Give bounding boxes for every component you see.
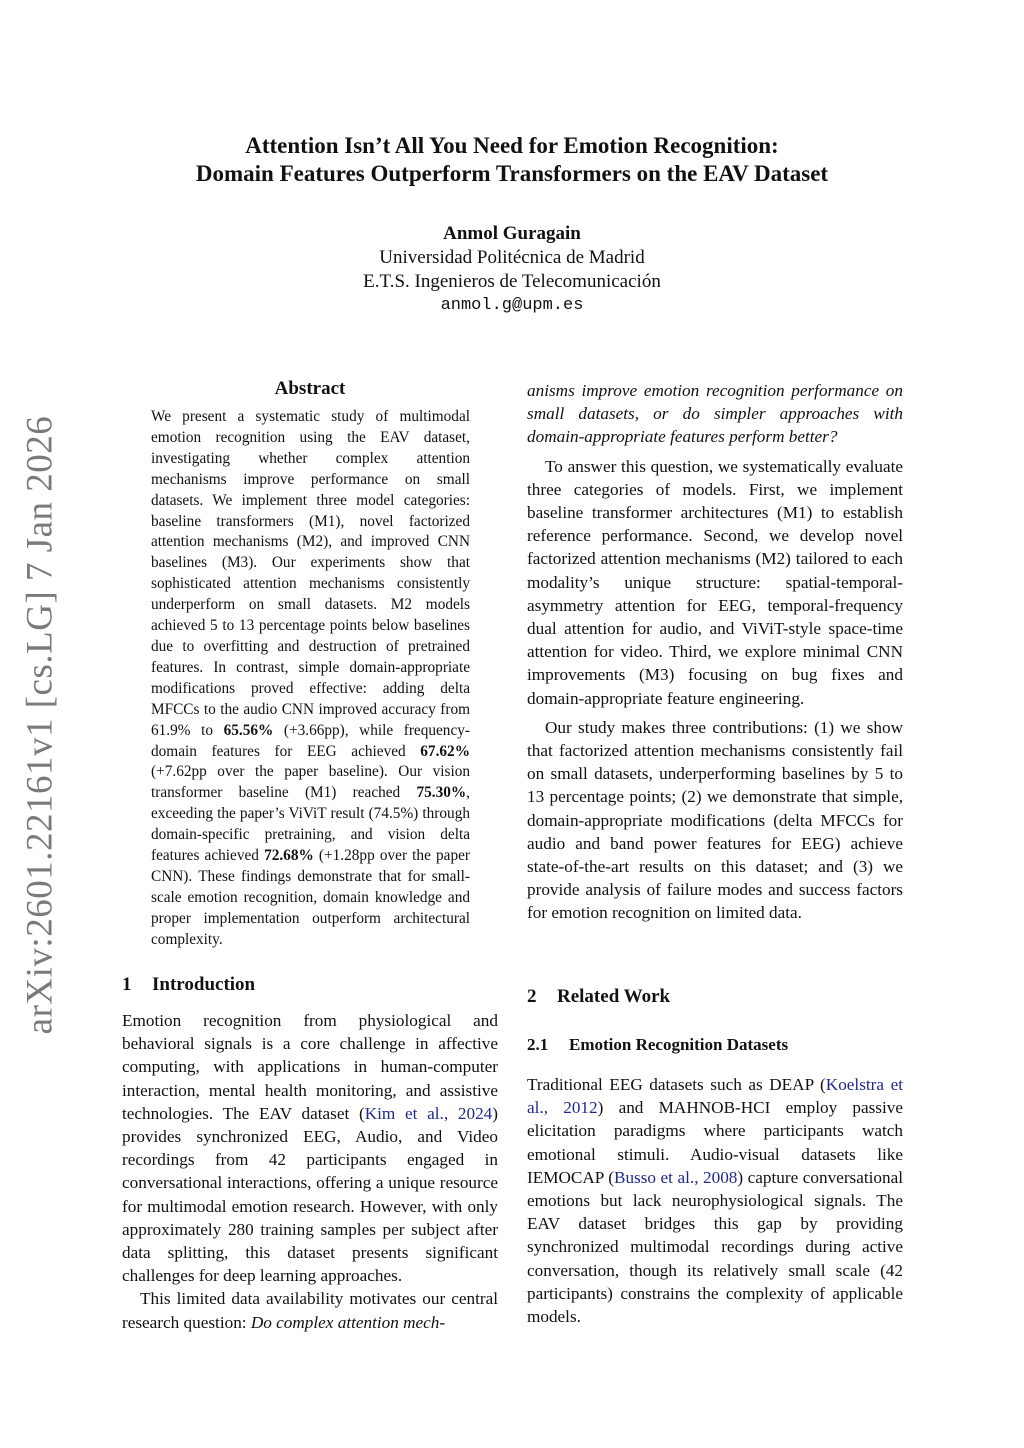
related-work-number: 2	[527, 986, 537, 1007]
citation-busso-2008[interactable]: Busso et al., 2008	[613, 1167, 738, 1187]
intro-paragraph-1	[122, 1009, 498, 1287]
intro-paragraph-3: To answer this question, we systematically evaluate three categories of models. First, we implement baseline transformer architectures (M1) to establish reference performance. Second, we develop novel factorized attention mechanisms (M2) tailored to each modality’s unique structure: spatial-temporal-asymmetry attention for EEG, temporal-frequency dual attention for audio, and ViViT-style space-time attention for video. Third, we explore minimal CNN improvements (M3) focusing on bug fixes and domain-appropriate feature engineering.	[527, 456, 903, 708]
title-line-1: Attention Isn’t All You Need for Emotion Recognition:	[245, 133, 779, 158]
abstract-text-3: (+7.62pp over the paper baseline). Our vision transformer baseline (M1) reached	[151, 763, 470, 802]
author-email[interactable]: anmol.g@upm.es	[440, 296, 584, 315]
arxiv-identifier-text: arXiv:2601.22161v1 [cs.LG] 7 Jan 2026	[19, 415, 61, 1035]
affiliation-university: Universidad Politécnica de Madrid	[379, 247, 645, 268]
introduction-section	[122, 974, 498, 1334]
abstract-text-5: (+1.28pp over the paper CNN). These findings demonstrate that for small-scale emotion recognition, domain knowledge and proper implementation outperform architectural complexity.	[151, 847, 470, 948]
abstract-text-1: We present a systematic study of multimodal emotion recognition using the EAV dataset, investigating whether complex attention mechanisms improve performance on small datasets. We implement three model categories: baseline transformers (M1), novel factorized attention mechanisms (M2), and improved CNN baselines (M3). Our experiments show that sophisticated attention mechanisms consistently underperform on small datasets. M2 models achieved 5 to 13 percentage points below baselines due to overfitting and destruction of pretrained features. In contrast, simple domain-appropriate modifications proved effective: adding delta MFCCs to the audio CNN improved accuracy from 61.9% to	[151, 408, 470, 739]
related-work-title: Related Work	[557, 986, 671, 1007]
abstract-body	[151, 407, 470, 951]
abstract-result-vision-delta: 72.68%	[264, 847, 314, 865]
datasets-paragraph	[527, 1073, 903, 1328]
datasets-text-b: ) and MAHNOB-HCI employ passive elicitation paradigms where participants watch emotional stimuli. Audio-visual datasets like IEMOCAP (	[527, 1098, 903, 1187]
datasets-subheading-title: Emotion Recognition Datasets	[569, 1035, 789, 1054]
datasets-text-c: ) capture conversational emotions but lack neurophysiological signals. The EAV dataset bridges this gap by providing synchronized multimodal recordings during active conversation, though its relatively small scale (42 participants) constrains the complexity of applicable models.	[527, 1167, 903, 1327]
intro-p1-text-b: ) provides synchronized EEG, Audio, and Video recordings from 42 participants engaged in conversational interactions, offering a unique resource for multimodal emotion research. However, with only approximately 280 training samples per subject after data splitting, this dataset presents significant challenges for deep learning approaches.	[122, 1103, 498, 1286]
citation-kim-2024[interactable]: Kim et al., 2024	[364, 1103, 493, 1123]
intro-number: 1	[122, 974, 132, 995]
research-question-text: anisms improve emotion recognition performance on small datasets, or do simpler approaches with domain-appropriate features perform better?	[527, 381, 903, 447]
related-work-section	[527, 986, 903, 1328]
affiliation-school: E.T.S. Ingenieros de Telecomunicación	[363, 271, 661, 292]
datasets-text-a: Traditional EEG datasets such as DEAP (	[527, 1075, 826, 1094]
research-question-start: Do complex attention mech-	[250, 1312, 446, 1332]
abstract-heading: Abstract	[274, 378, 346, 399]
arxiv-identifier	[18, 415, 62, 1035]
abstract-text-4: , exceeding the paper’s ViViT result (74.5%) through domain-specific pretraining, and vision delta features achieved	[151, 784, 470, 865]
intro-title: Introduction	[152, 974, 256, 995]
research-question-continued	[527, 379, 903, 449]
abstract-text-2: (+3.66pp), while frequency-domain features for EEG achieved	[151, 721, 470, 760]
datasets-subheading-number: 2.1	[527, 1035, 549, 1054]
related-work-heading	[527, 986, 903, 1008]
datasets-subheading	[527, 1035, 903, 1055]
intro-p1-text-a: Emotion recognition from physiological and behavioral signals is a core challenge in affective computing, with applications in human-computer interaction, mental health monitoring, and assistive technologies. The EAV dataset (	[122, 1011, 498, 1123]
title-line-2: Domain Features Outperform Transformers on the EAV Dataset	[195, 161, 829, 186]
paper-title	[0, 132, 1024, 188]
author-name: Anmol Guragain	[443, 223, 581, 244]
right-column	[527, 379, 903, 925]
intro-heading	[122, 974, 498, 996]
abstract-result-eeg: 67.62%	[420, 742, 470, 760]
intro-paragraph-2	[122, 1287, 498, 1333]
author-block	[0, 222, 1024, 318]
contributions-paragraph: Our study makes three contributions: (1) we show that factorized attention mechanisms consistently fail on small datasets, underperforming baselines by 5 to 13 percentage points; (2) we demonstrate that simple, domain-appropriate modifications (delta MFCCs for audio and band power features for EEG) achieve state-of-the-art results on this dataset; and (3) we provide analysis of failure modes and success factors for emotion recognition on limited data.	[527, 717, 903, 923]
citation-koelstra-2012[interactable]: Koelstra et al., 2012	[527, 1075, 903, 1118]
abstract-result-vit: 75.30%	[416, 784, 467, 802]
intro-p2-text: This limited data availability motivates our central research question:	[122, 1289, 498, 1332]
abstract-result-audio: 65.56%	[223, 721, 274, 739]
